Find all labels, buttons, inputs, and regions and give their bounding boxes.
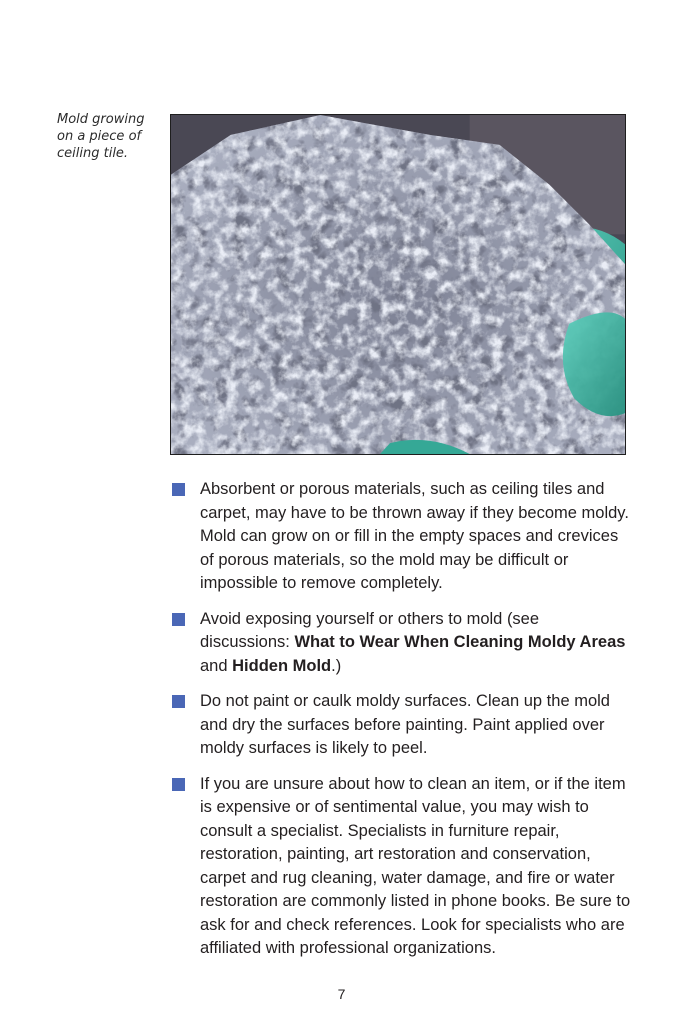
reference-what-to-wear: What to Wear When Cleaning Moldy Areas <box>294 633 626 651</box>
bullet-text: If you are unsure about how to clean an item, or if the item is expensive or of sentimental value, you may wish to consult a specialist. Specialists in furniture repair, restoration, painting, art restoration and conservation, carpet and rug cleaning, water damage, and fire or water restoration are commonly listed in phone books. Be sure to ask for and check references. Look for specialists who are affiliated with professional organizations. <box>200 774 631 957</box>
bullet-text-part: and <box>200 656 233 675</box>
square-bullet-icon <box>172 483 185 496</box>
list-item <box>172 478 632 596</box>
bullet-text-part: Avoid exposing yourself or others to mold (see discussions: <box>200 609 540 651</box>
mold-ceiling-tile-photo <box>170 114 626 455</box>
photo-caption <box>57 111 165 162</box>
caption-line: ceiling tile. <box>57 146 129 161</box>
bullet-list <box>172 478 632 973</box>
bullet-text: Do not paint or caulk moldy surfaces. Clean up the mold and dry the surfaces before painting. Paint applied over moldy surfaces is likely to peel. <box>200 692 610 757</box>
mold-photo-illustration <box>171 115 625 454</box>
caption-line: Mold growing <box>57 112 145 127</box>
bullet-text <box>200 608 632 679</box>
square-bullet-icon <box>172 613 185 626</box>
bullet-text-part: .) <box>331 656 342 675</box>
list-item <box>172 773 632 961</box>
list-item <box>172 690 632 761</box>
reference-hidden-mold: Hidden Mold <box>232 656 332 675</box>
square-bullet-icon <box>172 778 185 791</box>
caption-line: on a piece of <box>57 129 142 144</box>
list-item <box>172 608 632 679</box>
square-bullet-icon <box>172 695 185 708</box>
bullet-text: Absorbent or porous materials, such as ceiling tiles and carpet, may have to be thrown away if they become moldy. Mold can grow on or fill in the empty spaces and crevices of porous materials, so the mold may be difficult or impossible to remove completely. <box>200 480 629 592</box>
page-number: 7 <box>337 986 346 1002</box>
